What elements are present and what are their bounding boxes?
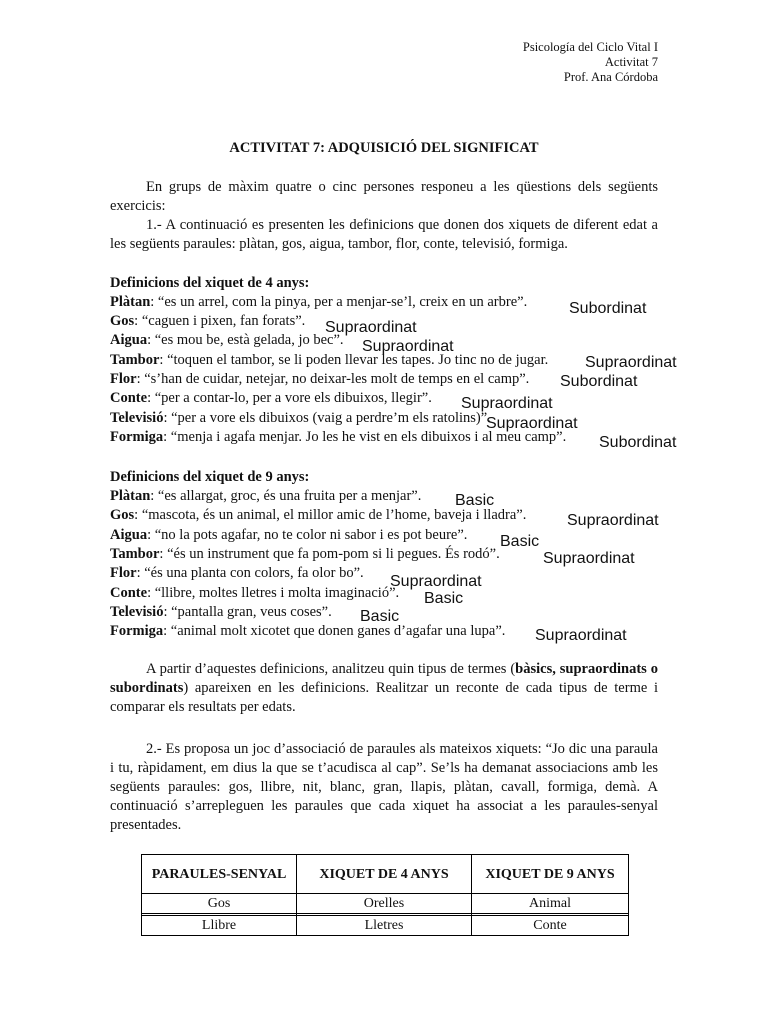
definition-text: : “és un instrument que fa pom-pom si li pegues. És rodó”. xyxy=(159,546,500,562)
term-label: Conte xyxy=(110,585,148,601)
page-title: ACTIVITAT 7: ADQUISICIÓ DEL SIGNIFICAT xyxy=(229,140,539,156)
analysis-text: A partir d’aquestes definicions, analitzeu quin tipus de termes ( xyxy=(146,661,516,677)
definition-4-aigua xyxy=(110,331,344,349)
table-cell: Lletres xyxy=(297,916,472,936)
handwritten-annotation: Supraordinat xyxy=(362,338,454,355)
definition-text: : “es mou be, està gelada, jo bec”. xyxy=(147,332,344,348)
handwritten-annotation: Supraordinat xyxy=(543,550,635,567)
handwritten-annotation: Basic xyxy=(424,590,464,607)
definition-text: : “és una planta con colors, fa olor bo”. xyxy=(136,565,364,581)
table-header-row xyxy=(142,855,629,894)
table-cell: Gos xyxy=(142,894,297,914)
exercise-2-paragraph: 2.- Es proposa un joc d’associació de paraules als mateixos xiquets: “Jo dic una paraula i tu, ràpidament, em dius la que se t’acudisca al cap”. Se’ls ha demanat associacions amb les següents paraules: gos, llibre, nit, blanc, gran, llapis, plàtan, cavall, formiga, demà. A continuació s’arrepleguen les paraules que cada xiquet ha associat a les paraules-senyal presentades. xyxy=(110,741,658,833)
term-label: Formiga xyxy=(110,623,164,639)
term-label: Televisió xyxy=(110,604,164,620)
handwritten-annotation: Subordinat xyxy=(599,434,677,451)
definition-text: : “s’han de cuidar, netejar, no deixar-les molt de temps en el camp”. xyxy=(136,371,530,387)
definition-4-platan xyxy=(110,293,527,311)
column-header: XIQUET DE 9 ANYS xyxy=(472,855,629,894)
section-9-heading: Definicions del xiquet de 9 anys: xyxy=(110,469,310,485)
term-label: Aigua xyxy=(110,527,148,543)
analysis-text: ) apareixen en les definicions. Realitzar un reconte de cada tipus de terme i comparar els resultats per edats. xyxy=(110,680,658,715)
definition-4-tambor xyxy=(110,351,548,369)
definition-text: : “llibre, moltes lletres i molta imaginació”. xyxy=(147,585,400,601)
definition-text: : “pantalla gran, veus coses”. xyxy=(163,604,332,620)
handwritten-annotation: Supraordinat xyxy=(567,512,659,529)
definition-4-televisio xyxy=(110,409,491,427)
definition-9-televisio xyxy=(110,603,332,621)
definition-9-platan xyxy=(110,487,421,505)
course-name: Psicología del Ciclo Vital I xyxy=(522,40,658,54)
exercise-1-paragraph: 1.- A continuació es presenten les definicions que donen dos xiquets de diferent edat a les següents paraules: plàtan, gos, aigua, tambor, flor, conte, televisió, formiga. xyxy=(110,217,658,252)
section-4-heading: Definicions del xiquet de 4 anys: xyxy=(110,275,310,291)
column-header: XIQUET DE 4 ANYS xyxy=(297,855,472,894)
term-label: Conte xyxy=(110,390,148,406)
table-cell: Conte xyxy=(472,916,629,936)
table-cell: Animal xyxy=(472,894,629,914)
analysis-paragraph xyxy=(110,660,658,717)
handwritten-annotation: Supraordinat xyxy=(535,627,627,644)
definition-4-gos xyxy=(110,312,305,330)
term-label: Flor xyxy=(110,371,137,387)
definition-text: : “menja i agafa menjar. Jo les he vist en els dibuixos i al meu camp”. xyxy=(163,429,567,445)
definition-text: : “animal molt xicotet que donen ganes d’agafar una lupa”. xyxy=(163,623,506,639)
handwritten-annotation: Basic xyxy=(360,608,400,625)
table-row xyxy=(142,894,629,914)
definition-9-tambor xyxy=(110,545,500,563)
handwritten-annotation: Supraordinat xyxy=(585,354,677,371)
definition-text: : “per a vore els dibuixos (vaig a perdre’m els ratolins)”. xyxy=(163,410,491,426)
definition-text: : “per a contar-lo, per a vore els dibuixos, llegir”. xyxy=(147,390,432,406)
definition-9-aigua xyxy=(110,526,467,544)
handwritten-annotation: Supraordinat xyxy=(461,395,553,412)
handwritten-annotation: Subordinat xyxy=(560,373,638,390)
definition-9-flor xyxy=(110,564,364,582)
definition-9-conte xyxy=(110,584,399,602)
association-table xyxy=(141,854,629,936)
table-row xyxy=(142,916,629,936)
activity-label: Activitat 7 xyxy=(604,55,658,69)
table-cell: Orelles xyxy=(297,894,472,914)
term-label: Gos xyxy=(110,313,135,329)
definition-text: : “toquen el tambor, se li poden llevar les tapes. Jo tinc no de jugar. xyxy=(159,352,549,368)
term-label: Aigua xyxy=(110,332,148,348)
handwritten-annotation: Basic xyxy=(455,492,495,509)
definition-text: : “caguen i pixen, fan forats”. xyxy=(134,313,306,329)
definition-text: : “es un arrel, com la pinya, per a menjar-se’l, creix en un arbre”. xyxy=(150,294,528,310)
handwritten-annotation: Basic xyxy=(500,533,540,550)
professor-name: Prof. Ana Córdoba xyxy=(563,70,658,84)
term-types: bàsics, supraordinats o subordinats xyxy=(110,661,658,696)
page-header xyxy=(523,40,658,85)
term-label: Flor xyxy=(110,565,137,581)
column-header: PARAULES-SENYAL xyxy=(142,855,297,894)
term-label: Tambor xyxy=(110,546,160,562)
handwritten-annotation: Supraordinat xyxy=(486,415,578,432)
definition-text: : “mascota, és un animal, el millor amic de l’home, baveja i lladra”. xyxy=(134,507,527,523)
term-label: Televisió xyxy=(110,410,164,426)
term-label: Plàtan xyxy=(110,294,151,310)
handwritten-annotation: Supraordinat xyxy=(390,573,482,590)
handwritten-annotation: Subordinat xyxy=(569,300,647,317)
intro-paragraph: En grups de màxim quatre o cinc persones responeu a les qüestions dels següents exercicis: xyxy=(110,179,658,214)
term-label: Gos xyxy=(110,507,135,523)
term-label: Plàtan xyxy=(110,488,151,504)
definition-4-conte xyxy=(110,389,432,407)
definition-9-formiga xyxy=(110,622,505,640)
definition-4-flor xyxy=(110,370,529,388)
handwritten-annotation: Supraordinat xyxy=(325,319,417,336)
table-cell: Llibre xyxy=(142,916,297,936)
term-label: Tambor xyxy=(110,352,160,368)
definition-text: : “es allargat, groc, és una fruita per a menjar”. xyxy=(150,488,422,504)
definition-text: : “no la pots agafar, no te color ni sabor i es pot beure”. xyxy=(147,527,468,543)
term-label: Formiga xyxy=(110,429,164,445)
